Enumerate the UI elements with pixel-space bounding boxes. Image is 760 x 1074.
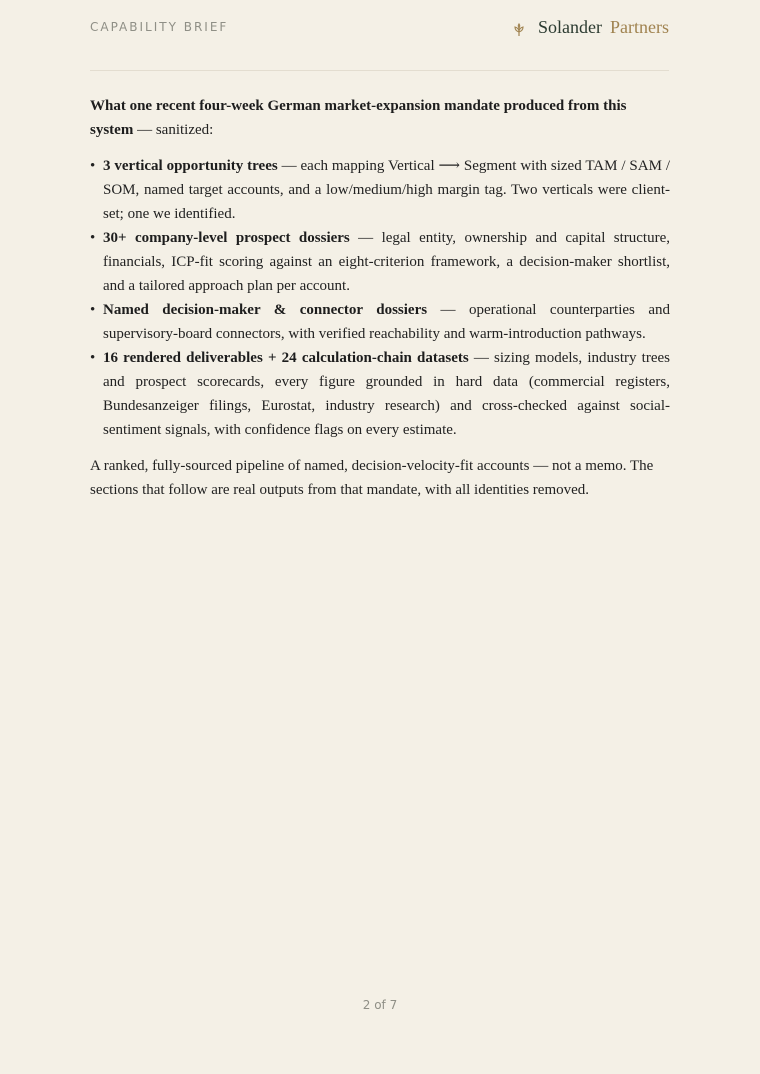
main-content bbox=[90, 94, 670, 502]
intro-rest: — sanitized: bbox=[133, 122, 214, 138]
list-item-text: — operational counterparties and supervisory-board connectors, with verified reachability and warm-introduction pathways. bbox=[103, 302, 670, 342]
closing-paragraph: A ranked, fully-sourced pipeline of named, decision-velocity-fit accounts — not a memo. The sections that follow are real outputs from that mandate, with all identities removed. bbox=[90, 458, 654, 498]
brand-name-secondary: Partners bbox=[610, 17, 669, 37]
list-item-title: 30+ company-level prospect dossiers bbox=[103, 230, 350, 246]
list-item-title: 3 vertical opportunity trees bbox=[103, 158, 278, 174]
deliverables-list bbox=[90, 154, 670, 442]
intro-bold: What one recent four-week German market-expansion mandate produced from this system bbox=[90, 98, 627, 138]
list-item bbox=[103, 346, 670, 442]
list-item bbox=[103, 298, 670, 346]
list-item-text: — sizing models, industry trees and prospect scorecards, every figure grounded in hard data (commercial registers, Bundesanzeiger filings, Eurostat, industry research) and cross-checked against social-sentiment signals, with confidence flags on every estimate. bbox=[103, 350, 670, 438]
document-type-label: CAPABILITY BRIEF bbox=[90, 20, 229, 34]
page-number: 2 of 7 bbox=[362, 998, 398, 1012]
brand-name-primary: Solander bbox=[538, 17, 603, 37]
list-item-text: — legal entity, ownership and capital structure, financials, ICP-fit scoring against an eight-criterion framework, a decision-maker shortlist, and a tailored approach plan per account. bbox=[103, 230, 670, 294]
list-item-title: Named decision-maker & connector dossiers bbox=[103, 302, 428, 318]
list-item-text: — each mapping Vertical ⟶ Segment with sized TAM / SAM / SOM, named target accounts, and a low/medium/high margin tag. Two verticals were client-set; one we identified. bbox=[103, 158, 670, 222]
wheat-sprig-icon bbox=[512, 21, 526, 35]
page-header bbox=[90, 14, 669, 71]
list-item bbox=[103, 226, 670, 298]
list-item-title: 16 rendered deliverables + 24 calculation-chain datasets bbox=[103, 350, 469, 366]
intro-paragraph bbox=[90, 94, 670, 142]
brand-logo bbox=[512, 17, 669, 38]
list-item bbox=[103, 154, 670, 226]
